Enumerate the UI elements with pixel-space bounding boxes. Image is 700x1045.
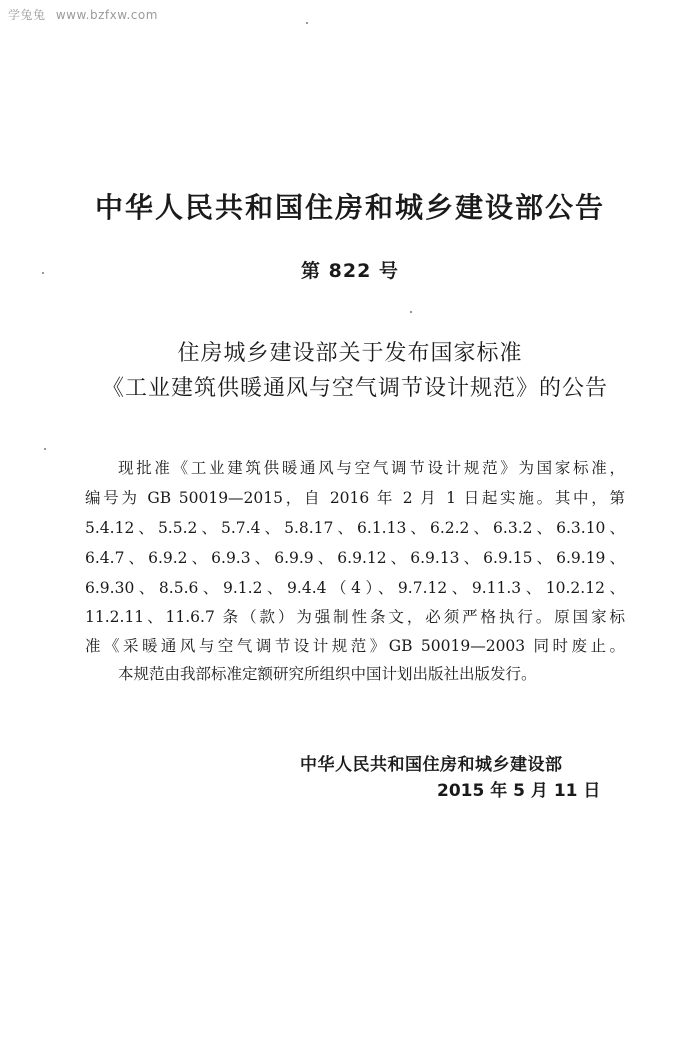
body-line: 准《采暖通风与空气调节设计规范》GB 50019—2003 同时废止。 (85, 637, 625, 655)
scan-speck (306, 22, 308, 24)
announcement-subtitle-line2: 《工业建筑供暖通风与空气调节设计规范》的公告 (101, 376, 608, 401)
body-line: 6.4.7、6.9.2、6.9.3、6.9.9、6.9.12、6.9.13、6.9.15、6.9.19、 (85, 549, 625, 567)
watermark (8, 6, 158, 23)
signature-organization: 中华人民共和国住房和城乡建设部 (300, 755, 563, 775)
body-line: 11.2.11、11.6.7 条（款）为强制性条文，必须严格执行。原国家标 (85, 608, 625, 626)
announcement-number: 第 822 号 (301, 260, 399, 282)
scan-speck (44, 448, 46, 450)
scan-speck (410, 311, 412, 313)
watermark-url: www.bzfxw.com (55, 8, 158, 22)
signature-date: 2015 年 5 月 11 日 (437, 781, 601, 801)
announcement-title: 中华人民共和国住房和城乡建设部公告 (94, 191, 605, 224)
watermark-site-name: 学兔兔 (8, 8, 46, 22)
body-line: 6.9.30、8.5.6、9.1.2、9.4.4（4）、9.7.12、9.11.3、10.2.12、 (85, 579, 625, 597)
body-line: 本规范由我部标准定额研究所组织中国计划出版社出版发行。 (118, 665, 537, 683)
announcement-subtitle-line1: 住房城乡建设部关于发布国家标准 (177, 341, 523, 366)
body-line: 现批准《工业建筑供暖通风与空气调节设计规范》为国家标准， (118, 459, 625, 477)
body-line: 编号为 GB 50019—2015，自 2016 年 2 月 1 日起实施。其中，第 (85, 489, 625, 507)
body-line: 5.4.12、5.5.2、5.7.4、5.8.17、6.1.13、6.2.2、6.3.2、6.3.10、 (85, 519, 625, 537)
